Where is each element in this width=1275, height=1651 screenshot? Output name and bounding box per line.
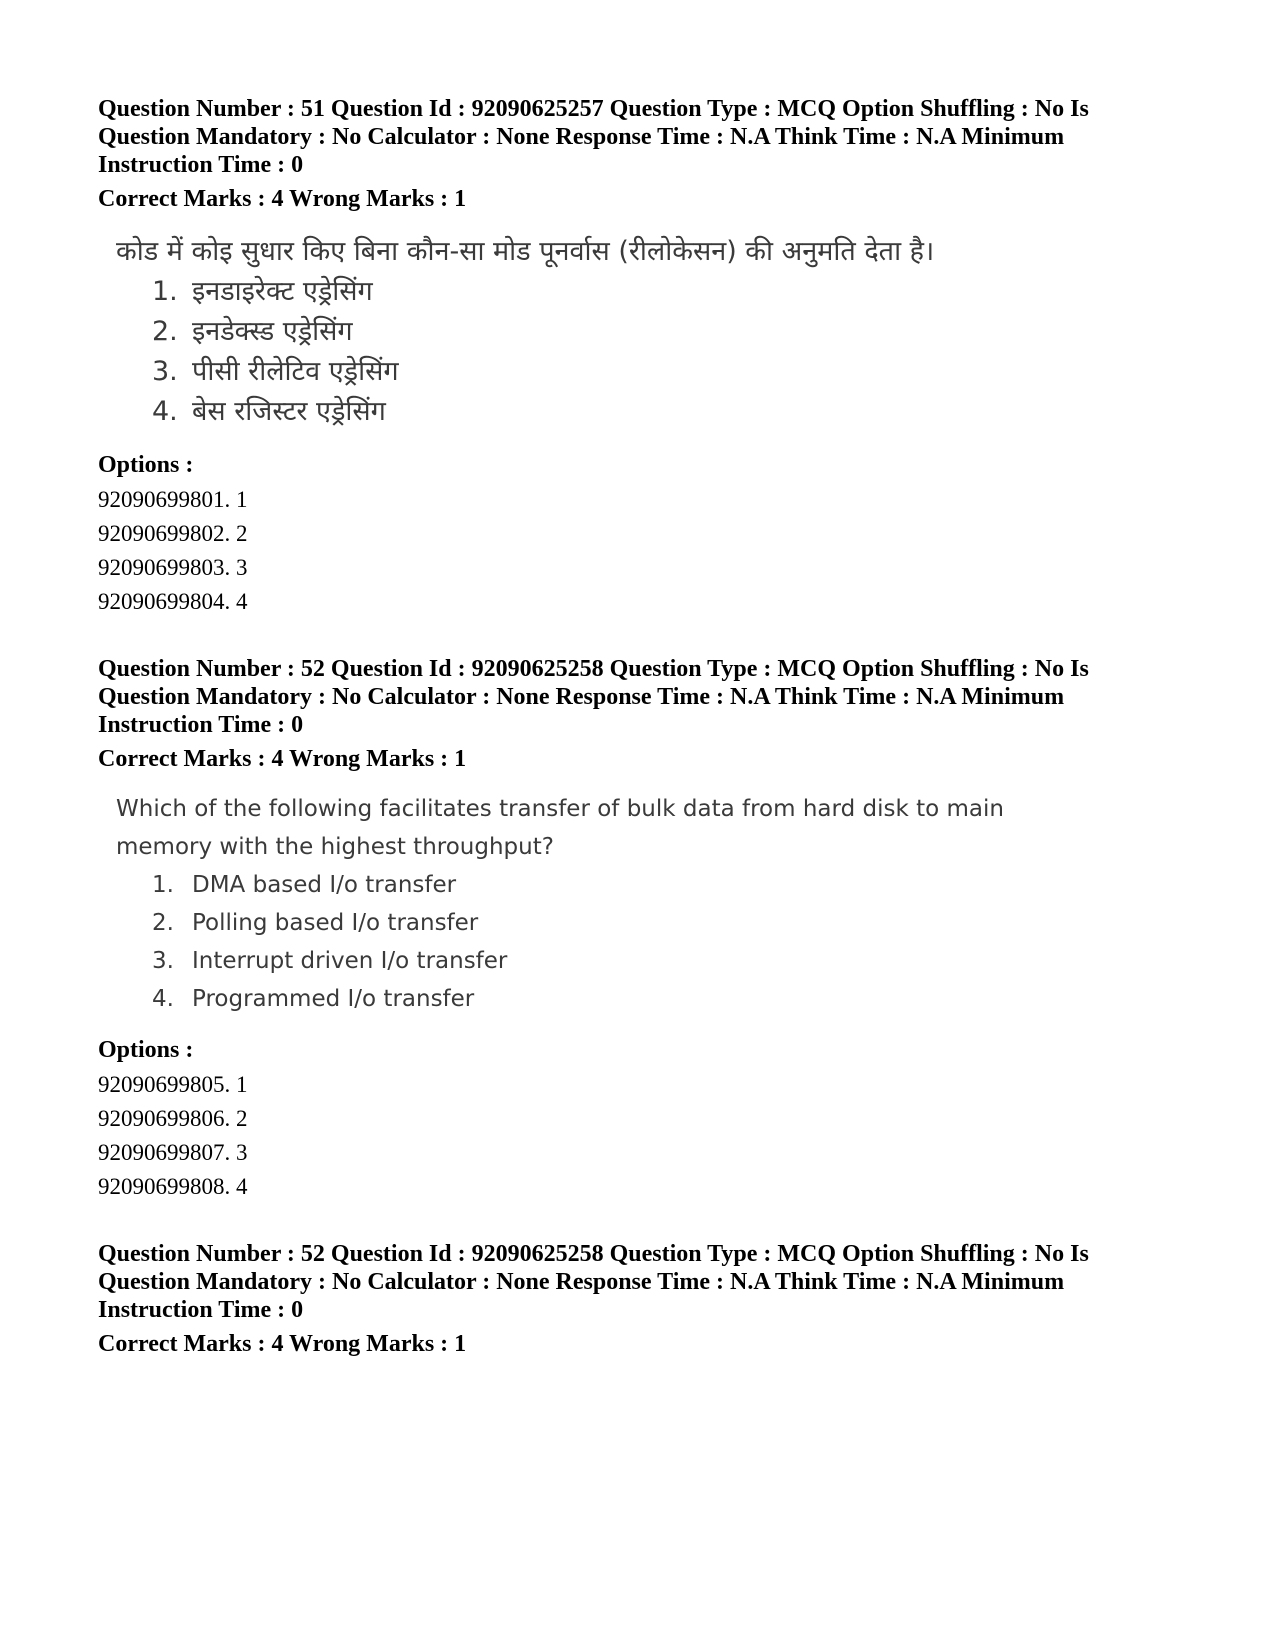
option-row: 92090699802. 2 [98, 521, 248, 546]
question-51-image [116, 232, 1016, 432]
choice-number: 1. [152, 872, 174, 898]
options-block [98, 1034, 248, 1204]
choice-text: इनडाइरेक्ट एड्रेसिंग [192, 276, 373, 307]
question-52-repeat-header-block [98, 1240, 1178, 1358]
question-header: Question Number : 52 Question Id : 92090625258 Question Type : MCQ Option Shuffling : No Is Question Mandatory : No Calculator : None Response Time : N.A Think Time : N.A Minimum Instruction Time : 0 [98, 656, 1089, 738]
option-row: 92090699801. 1 [98, 487, 248, 512]
question-header: Question Number : 52 Question Id : 92090625258 Question Type : MCQ Option Shuffling : No Is Question Mandatory : No Calculator : None Response Time : N.A Think Time : N.A Minimum Instruction Time : 0 [98, 1241, 1089, 1323]
option-row: 92090699808. 4 [98, 1174, 248, 1199]
choice-text: बेस रजिस्टर एड्रेसिंग [192, 396, 386, 427]
option-row: 92090699805. 1 [98, 1072, 248, 1097]
option-row: 92090699807. 3 [98, 1140, 248, 1165]
choice-item [116, 904, 1016, 942]
options-block [98, 449, 248, 619]
choice-text: इनडेक्स्ड एड्रेसिंग [192, 316, 353, 347]
choice-number: 4. [152, 986, 174, 1012]
question-text-line: Which of the following facilitates transfer of bulk data from hard disk to main [116, 796, 1004, 822]
choice-text: Polling based I/o transfer [192, 910, 479, 936]
question-text: कोड में कोइ सुधार किए बिना कौन-सा मोड पूनर्वास (रीलोकेसन) की अनुमति देता है। [116, 236, 935, 267]
choice-number: 2. [152, 316, 178, 347]
question-header: Question Number : 51 Question Id : 92090625257 Question Type : MCQ Option Shuffling : No Is Question Mandatory : No Calculator : None Response Time : N.A Think Time : N.A Minimum Instruction Time : 0 [98, 96, 1089, 178]
choice-number: 3. [152, 948, 174, 974]
choice-text: DMA based I/o transfer [192, 872, 457, 898]
question-52-image [116, 790, 1016, 1018]
question-51-header-block [98, 95, 1178, 213]
choice-list [116, 272, 1016, 432]
choice-item [116, 352, 1016, 392]
option-row: 92090699806. 2 [98, 1106, 248, 1131]
choice-text: पीसी रीलेटिव एड्रेसिंग [192, 356, 399, 387]
options-label: Options : [98, 452, 194, 478]
choice-item [116, 942, 1016, 980]
choice-number: 3. [152, 356, 178, 387]
choice-item [116, 392, 1016, 432]
choice-number: 2. [152, 910, 174, 936]
option-row: 92090699804. 4 [98, 589, 248, 614]
option-row: 92090699803. 3 [98, 555, 248, 580]
options-label: Options : [98, 1037, 194, 1063]
choice-item [116, 272, 1016, 312]
choice-text: Programmed I/o transfer [192, 986, 475, 1012]
choice-list [116, 866, 1016, 1018]
choice-number: 1. [152, 276, 178, 307]
choice-item [116, 980, 1016, 1018]
choice-item [116, 866, 1016, 904]
choice-item [116, 312, 1016, 352]
choice-text: Interrupt driven I/o transfer [192, 948, 508, 974]
question-52-header-block [98, 655, 1178, 773]
question-marks: Correct Marks : 4 Wrong Marks : 1 [98, 1331, 467, 1357]
question-text-line: memory with the highest throughput? [116, 834, 554, 860]
question-marks: Correct Marks : 4 Wrong Marks : 1 [98, 746, 467, 772]
question-marks: Correct Marks : 4 Wrong Marks : 1 [98, 186, 467, 212]
choice-number: 4. [152, 396, 178, 427]
